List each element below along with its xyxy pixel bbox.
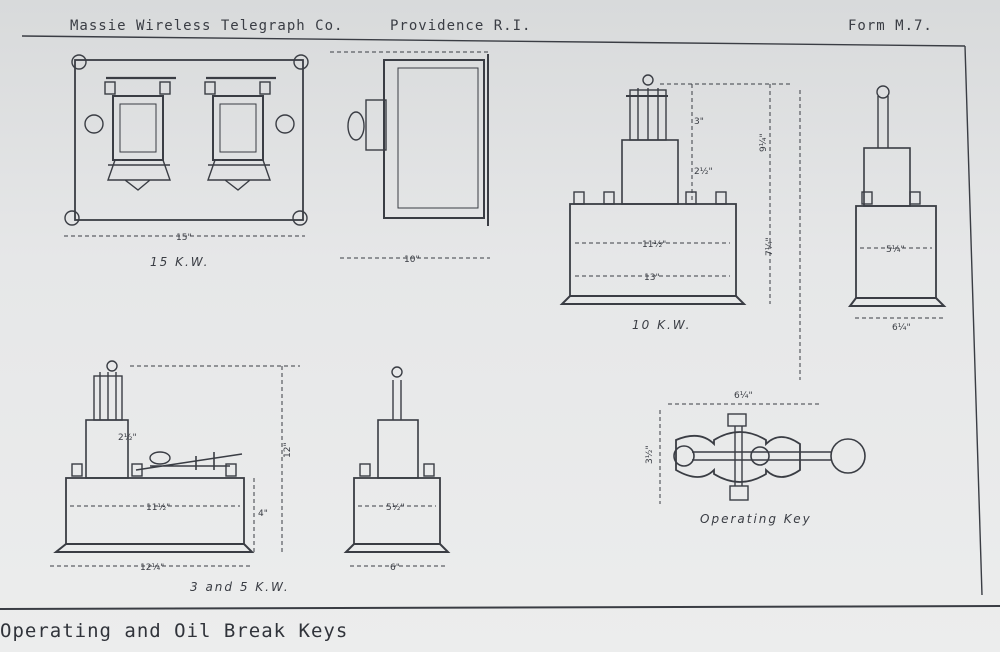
kw35-front-view bbox=[50, 361, 300, 566]
dim-10kw-side-base: 6¼" bbox=[892, 323, 911, 333]
dim-10kw-column-lower: 2½" bbox=[694, 167, 713, 177]
kw10-side-view bbox=[850, 86, 945, 318]
dim-35kw-side-base: 6" bbox=[390, 563, 400, 573]
dim-key-width: 6¼" bbox=[734, 391, 753, 401]
dim-10kw-base-outer: 13" bbox=[644, 273, 660, 283]
caption-15kw: 15 K.W. bbox=[150, 255, 210, 269]
caption-3-5kw: 3 and 5 K.W. bbox=[190, 580, 290, 594]
dim-10kw-side-width: 5¼" bbox=[886, 245, 905, 255]
dim-10kw-base-inner: 11½" bbox=[642, 240, 667, 250]
border-bottom bbox=[0, 606, 1000, 609]
dim-35kw-side-width: 5½" bbox=[386, 503, 405, 513]
dim-10kw-base-height: 7¼" bbox=[765, 237, 775, 256]
form-number: Form M.7. bbox=[848, 18, 933, 34]
dim-35kw-column: 2½" bbox=[118, 433, 137, 443]
caption-10kw: 10 K.W. bbox=[632, 318, 692, 332]
dim-15kw-width: 15" bbox=[176, 233, 192, 243]
caption-operating-key: Operating Key bbox=[700, 512, 812, 526]
kw15-side-view bbox=[330, 52, 490, 258]
dim-35kw-height: 12" bbox=[283, 442, 293, 458]
dim-key-height: 3½" bbox=[645, 445, 655, 464]
border-top bbox=[22, 36, 965, 46]
kw15-front-view bbox=[64, 55, 308, 236]
company-city: Providence R.I. bbox=[390, 18, 532, 34]
footer-title: Operating and Oil Break Keys bbox=[0, 620, 349, 642]
dim-35kw-base-outer: 12¼" bbox=[140, 563, 165, 573]
operating-key-view bbox=[660, 404, 865, 504]
kw35-side-view bbox=[346, 367, 448, 566]
company-name: Massie Wireless Telegraph Co. bbox=[70, 18, 344, 34]
dim-10kw-column-upper: 3" bbox=[694, 117, 704, 127]
dim-35kw-base-height: 4" bbox=[258, 509, 268, 519]
kw10-front-view bbox=[562, 75, 800, 380]
dim-15kw-depth: 10" bbox=[404, 255, 420, 265]
border-right bbox=[965, 46, 982, 595]
dim-10kw-total-height: 9¼" bbox=[759, 133, 769, 152]
dim-35kw-base-inner: 11½" bbox=[146, 503, 171, 513]
